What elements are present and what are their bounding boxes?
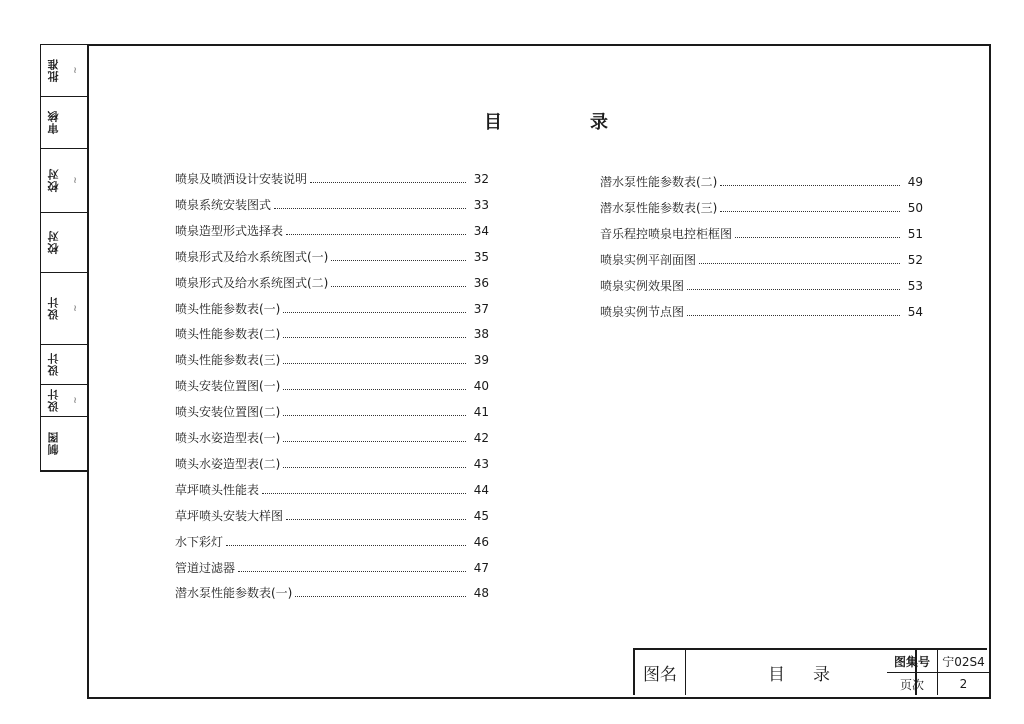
toc-entry-title: 喷泉实例平剖面图 bbox=[600, 252, 697, 267]
title-block-page-label: 页次 bbox=[887, 673, 938, 695]
toc-entry[interactable] bbox=[175, 560, 489, 576]
toc-entry-page: 51 bbox=[907, 226, 923, 241]
signature-mark: ~ bbox=[71, 176, 81, 185]
toc-leader-dots bbox=[735, 237, 900, 238]
toc-entry-title: 喷头安装位置图(一) bbox=[175, 379, 281, 394]
toc-leader-dots bbox=[286, 234, 466, 235]
signature-role-label: 设计 bbox=[47, 352, 60, 377]
toc-entry-title: 潜水泵性能参数表(三) bbox=[600, 200, 718, 215]
toc-leader-dots bbox=[283, 363, 466, 364]
toc-entry-page: 47 bbox=[473, 560, 489, 575]
toc-entry-title: 管道过滤器 bbox=[175, 560, 236, 575]
title-block-atlas-label: 图集号 bbox=[887, 650, 938, 673]
toc-entry[interactable] bbox=[600, 200, 923, 216]
toc-leader-dots bbox=[331, 260, 466, 261]
toc-leader-dots bbox=[262, 493, 466, 494]
toc-entry-title: 喷泉造型形式选择表 bbox=[175, 223, 284, 238]
toc-leader-dots bbox=[295, 596, 466, 597]
toc-entry[interactable] bbox=[175, 456, 489, 472]
signature-cell bbox=[41, 45, 87, 97]
toc-entry[interactable] bbox=[600, 226, 923, 242]
toc-entry[interactable] bbox=[175, 249, 489, 265]
toc-entry[interactable] bbox=[600, 278, 923, 294]
toc-leader-dots bbox=[310, 182, 466, 183]
toc-entry-title: 水下彩灯 bbox=[175, 534, 224, 549]
toc-entry[interactable] bbox=[175, 352, 489, 368]
toc-leader-dots bbox=[283, 415, 466, 416]
toc-entry[interactable] bbox=[175, 223, 489, 239]
toc-entry-title: 喷泉实例节点图 bbox=[600, 304, 685, 319]
title-block-name-value-2: 录 bbox=[813, 665, 832, 685]
toc-entry-page: 41 bbox=[473, 405, 489, 420]
signature-strip bbox=[40, 44, 87, 472]
toc-entry-page: 37 bbox=[473, 301, 489, 316]
toc-entry-title: 喷头性能参数表(一) bbox=[175, 301, 281, 316]
signature-role-label: 校对 bbox=[47, 168, 60, 193]
signature-mark bbox=[67, 345, 85, 384]
toc-entry-page: 32 bbox=[473, 172, 489, 186]
toc-entry-title: 喷泉实例效果图 bbox=[600, 278, 685, 293]
toc-entry-title: 喷泉形式及给水系统图式(二) bbox=[175, 275, 329, 290]
toc-entry-title: 喷泉形式及给水系统图式(一) bbox=[175, 249, 329, 264]
toc-entry[interactable] bbox=[175, 378, 489, 394]
signature-mark: ~ bbox=[71, 304, 81, 313]
toc-leader-dots bbox=[283, 389, 466, 390]
toc-entry[interactable] bbox=[175, 404, 489, 420]
title-block-atlas-value: 宁02S4 bbox=[938, 650, 989, 673]
signature-cell bbox=[41, 97, 87, 149]
title-block-name-label: 图名 bbox=[635, 650, 686, 695]
toc-entry-page: 52 bbox=[907, 252, 923, 267]
toc-entry-page: 45 bbox=[473, 508, 489, 523]
signature-cell bbox=[41, 345, 87, 385]
toc-entry-page: 43 bbox=[473, 456, 489, 471]
toc-entry-page: 38 bbox=[473, 327, 489, 342]
toc-entry[interactable] bbox=[175, 326, 489, 342]
signature-cell bbox=[41, 149, 87, 213]
toc-entry-title: 喷头安装位置图(二) bbox=[175, 405, 281, 420]
toc-leader-dots bbox=[274, 208, 466, 209]
toc-entry-title: 草坪喷头安装大样图 bbox=[175, 508, 284, 523]
toc-entry-title: 喷泉系统安装图式 bbox=[175, 197, 272, 212]
toc-entry-title: 潜水泵性能参数表(一) bbox=[175, 586, 293, 601]
toc-entry-page: 54 bbox=[907, 304, 923, 319]
toc-leader-dots bbox=[331, 286, 466, 287]
toc-leader-dots bbox=[699, 263, 900, 264]
toc-entry[interactable] bbox=[175, 171, 489, 187]
signature-role-label: 设计 bbox=[47, 388, 60, 413]
toc-entry[interactable] bbox=[175, 301, 489, 317]
toc-entry[interactable] bbox=[175, 482, 489, 498]
toc-entry-title: 喷头性能参数表(二) bbox=[175, 327, 281, 342]
page-title-char-2: 录 bbox=[590, 112, 608, 133]
toc-entry-title: 草坪喷头性能表 bbox=[175, 482, 260, 497]
toc-entry-page: 36 bbox=[473, 275, 489, 290]
signature-mark: ~ bbox=[71, 66, 81, 75]
toc-entry-page: 50 bbox=[907, 200, 923, 215]
toc-leader-dots bbox=[720, 185, 900, 186]
signature-role-label: 设计 bbox=[47, 296, 60, 321]
toc-entry-page: 39 bbox=[473, 353, 489, 368]
toc-entry-title: 喷头水姿造型表(一) bbox=[175, 431, 281, 445]
toc-entry-page: 35 bbox=[473, 249, 489, 264]
toc-leader-dots bbox=[226, 545, 466, 546]
toc-entry-page: 46 bbox=[473, 534, 489, 549]
signature-role-label: 制图 bbox=[47, 431, 60, 456]
toc-leader-dots bbox=[283, 467, 466, 468]
toc-leader-dots bbox=[286, 519, 466, 520]
toc-entry[interactable] bbox=[175, 430, 489, 446]
signature-cell bbox=[41, 417, 87, 471]
toc-entry[interactable] bbox=[600, 252, 923, 268]
signature-cell bbox=[41, 385, 87, 417]
toc-entry-title: 喷泉及喷洒设计安装说明 bbox=[175, 172, 308, 186]
toc-leader-dots bbox=[283, 312, 466, 313]
toc-leader-dots bbox=[283, 441, 466, 442]
signature-role-label: 校对 bbox=[47, 230, 60, 255]
toc-entry-page: 53 bbox=[907, 278, 923, 293]
signature-mark bbox=[67, 97, 85, 148]
title-block-name-value bbox=[685, 650, 917, 695]
toc-entry[interactable] bbox=[175, 585, 489, 601]
toc-leader-dots bbox=[687, 315, 900, 316]
toc-entry[interactable] bbox=[175, 197, 489, 213]
signature-mark bbox=[67, 213, 85, 272]
toc-entry-page: 40 bbox=[473, 379, 489, 394]
toc-entry[interactable] bbox=[175, 508, 489, 524]
page-title-char-1: 目 bbox=[484, 112, 502, 133]
toc-entry[interactable] bbox=[175, 534, 489, 550]
toc-entry-page: 34 bbox=[473, 223, 489, 238]
signature-role-label: 批准 bbox=[47, 58, 60, 83]
toc-entry-page: 33 bbox=[473, 197, 489, 212]
signature-mark bbox=[67, 417, 85, 470]
toc-entry-page: 42 bbox=[473, 431, 489, 445]
toc-entry-page: 48 bbox=[473, 586, 489, 601]
toc-entry-title: 喷头水姿造型表(二) bbox=[175, 456, 281, 471]
toc-entry-title: 音乐程控喷泉电控柜框图 bbox=[600, 226, 733, 241]
toc-leader-dots bbox=[687, 289, 900, 290]
toc-leader-dots bbox=[283, 337, 466, 338]
toc-entry-title: 潜水泵性能参数表(二) bbox=[600, 175, 718, 189]
toc-entry-page: 49 bbox=[907, 175, 923, 189]
toc-leader-dots bbox=[238, 571, 466, 572]
title-block bbox=[633, 648, 987, 695]
signature-cell bbox=[41, 273, 87, 345]
toc-entry[interactable] bbox=[600, 304, 923, 320]
toc-entry-title: 喷头性能参数表(三) bbox=[175, 353, 281, 368]
toc-entry[interactable] bbox=[175, 275, 489, 291]
title-block-page-value: 2 bbox=[959, 677, 968, 691]
toc-entry-page: 44 bbox=[473, 482, 489, 497]
signature-role-label: 审核 bbox=[47, 110, 60, 135]
toc-entry[interactable] bbox=[600, 174, 923, 190]
toc-leader-dots bbox=[720, 211, 900, 212]
signature-cell bbox=[41, 213, 87, 273]
signature-mark: ~ bbox=[71, 396, 81, 405]
title-block-name-value-1: 目 bbox=[768, 665, 787, 685]
